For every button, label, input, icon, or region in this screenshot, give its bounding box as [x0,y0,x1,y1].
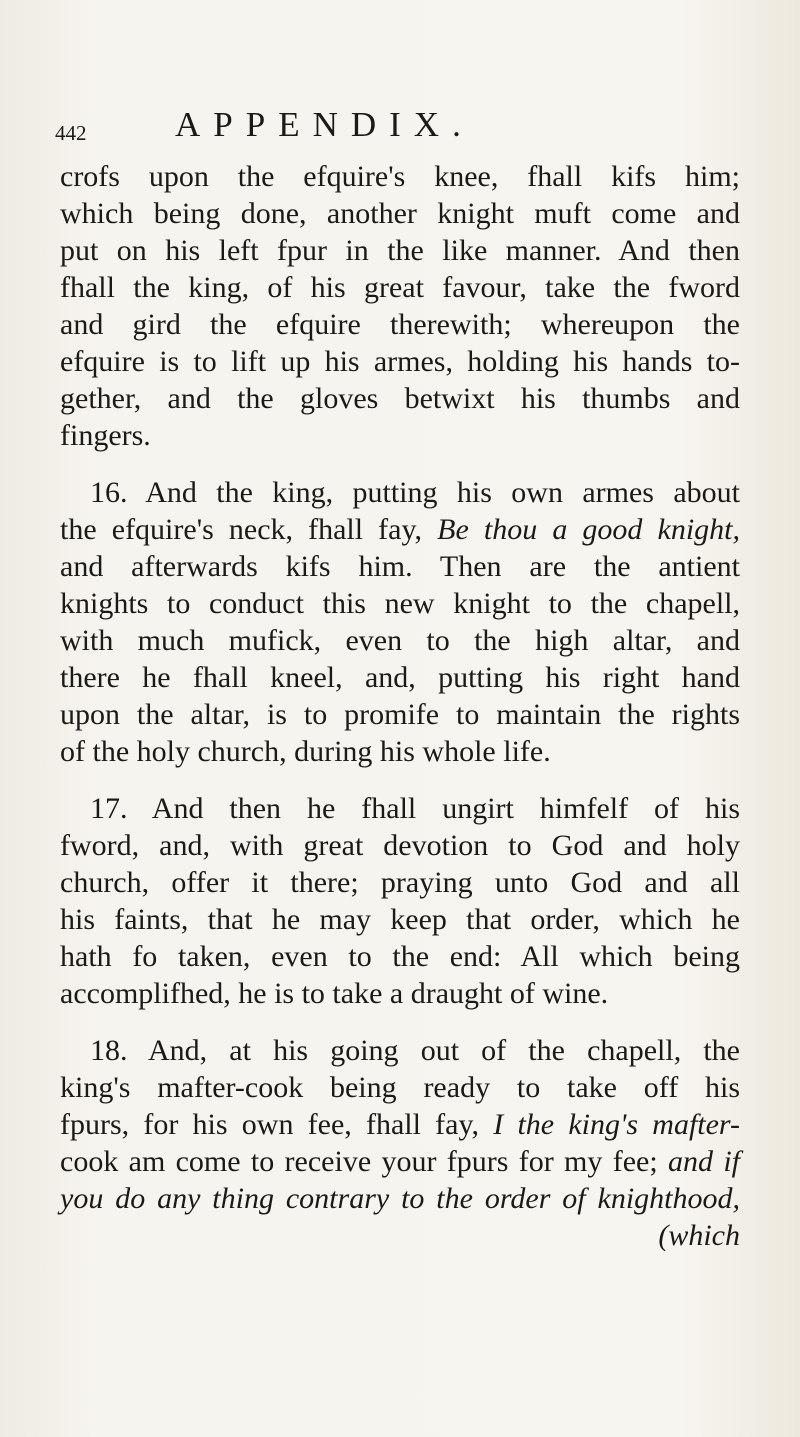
text-line: put on his left fpur in the like manner. And then [60,234,740,267]
body-text [60,158,740,1254]
text-line: knights to conduct this new knight to the chapell, [60,587,740,620]
text-line: gether, and the gloves betwixt his thumbs and [60,382,740,415]
text-line: with much mufick, even to the high altar, and [60,624,740,657]
catchword: (which [658,1219,740,1252]
text-line: 17. And then he fhall ungirt himfelf of his [90,792,740,825]
text-line: crofs upon the efquire's knee, fhall kifs him; [60,160,740,193]
paragraph-18 [60,1032,740,1254]
text-line: which being done, another knight muft come and [60,197,740,230]
text-line: upon the altar, is to promife to maintain the rights [60,698,740,731]
paragraph-17 [60,790,740,1012]
text-line: his faints, that he may keep that order, which he [60,903,740,936]
text-line: efquire is to lift up his armes, holding his hands to- [60,345,740,378]
running-head: APPENDIX. [175,105,474,144]
text-line: hath fo taken, even to the end: All which being [60,940,740,973]
text-line: and afterwards kifs him. Then are the antient [60,550,740,583]
page-header [55,103,755,143]
text-line: the efquire's neck, fhall fay, Be thou a good knight, [60,513,740,546]
text-line: of the holy church, during his whole life. [60,735,551,768]
text-line: church, offer it there; praying unto God and all [60,866,740,899]
text-line: and gird the efquire therewith; whereupon the [60,308,740,341]
text-line: fpurs, for his own fee, fhall fay, I the king's mafter- [60,1108,740,1141]
text-line: 18. And, at his going out of the chapell, the [90,1034,740,1067]
paragraph-1 [60,158,740,454]
text-line: there he fhall kneel, and, putting his right hand [60,661,740,694]
text-line: you do any thing contrary to the order of knighthood, [60,1182,740,1215]
text-line: king's mafter-cook being ready to take off his [60,1071,740,1104]
text-line: fingers. [60,419,151,452]
text-line: fword, and, with great devotion to God and holy [60,829,740,862]
text-line: cook am come to receive your fpurs for my fee; and if [60,1145,740,1178]
page-number: 442 [55,121,87,145]
paragraph-16 [60,474,740,770]
text-line: fhall the king, of his great favour, take the fword [60,271,740,304]
text-line: accomplifhed, he is to take a draught of wine. [60,977,609,1010]
text-line: 16. And the king, putting his own armes about [90,476,740,509]
